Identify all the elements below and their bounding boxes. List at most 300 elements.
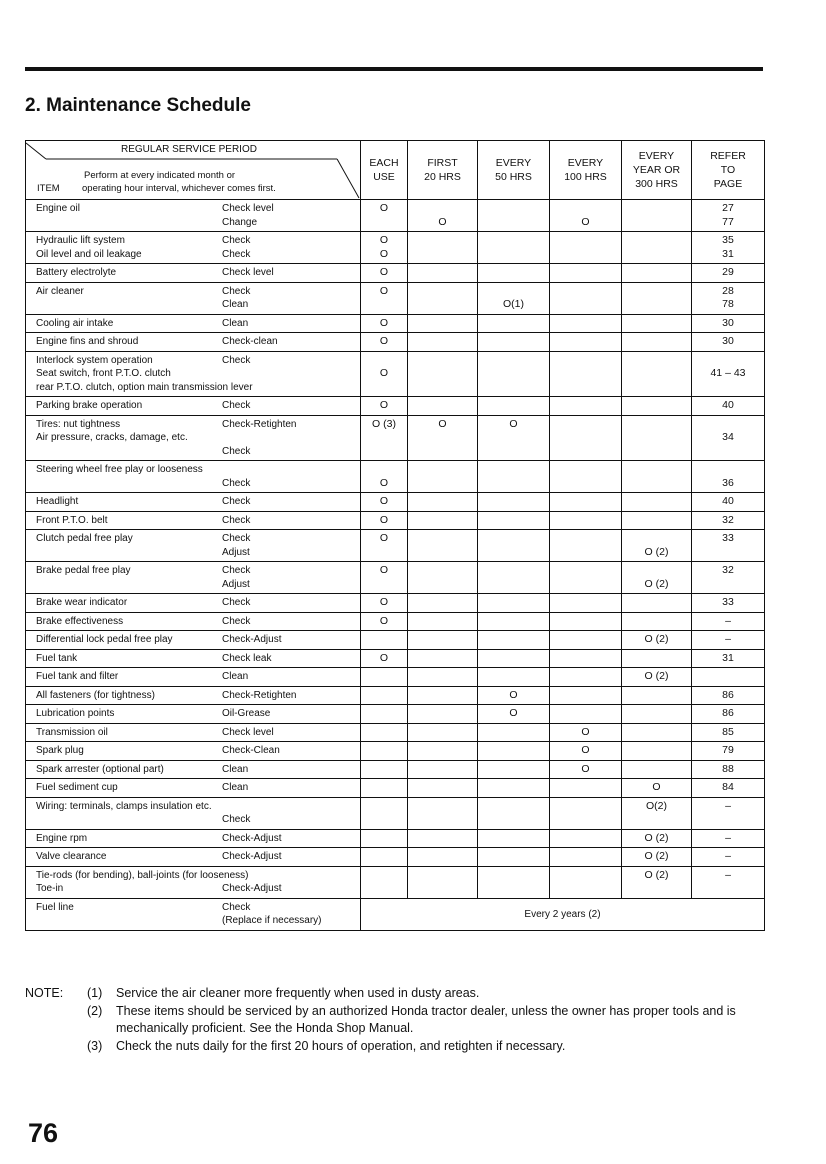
item-cell (26, 668, 361, 687)
item-name: Air pressure, cracks, damage, etc. (36, 432, 188, 443)
service-mark: O(1) (503, 298, 524, 310)
service-mark (622, 248, 691, 262)
service-mark (361, 781, 407, 795)
service-mark: O (438, 417, 447, 430)
mark-cell-each-use (361, 866, 408, 898)
item-action: (Replace if necessary) (222, 915, 322, 926)
refer-page: 32 (722, 513, 734, 526)
mark-cell-every-100-hrs (550, 612, 622, 631)
mark-cell-each-use (361, 612, 408, 631)
service-mark (550, 850, 621, 864)
table-row (26, 723, 765, 742)
service-mark (408, 248, 477, 262)
service-mark: O (2) (644, 670, 669, 682)
item-name: Engine fins and shroud (36, 336, 139, 347)
service-mark (550, 869, 621, 883)
mark-cell-first-20-hrs (408, 848, 478, 867)
service-mark (550, 317, 621, 331)
service-mark (408, 234, 477, 248)
mark-cell-every-year-300-hrs (622, 705, 692, 724)
service-mark: O (379, 532, 389, 544)
service-mark (478, 744, 549, 758)
service-mark (361, 869, 407, 883)
mark-cell-every-100-hrs (550, 779, 622, 798)
refer-page (692, 670, 764, 684)
service-mark (622, 615, 691, 629)
service-mark (361, 381, 407, 395)
mark-cell-every-50-hrs (478, 760, 550, 779)
perform-instruction-line2: operating hour interval, whichever comes first. (82, 183, 276, 194)
item-name: Valve clearance (36, 851, 107, 862)
service-mark: O (509, 417, 518, 430)
refer-page: 86 (722, 688, 734, 701)
refer-page-cell (692, 848, 765, 867)
refer-page: 33 (722, 596, 734, 608)
mark-cell-first-20-hrs (408, 333, 478, 352)
refer-page: 41 – 43 (710, 367, 746, 379)
refer-page: 28 (722, 284, 734, 297)
item-name: All fasteners (for tightness) (36, 689, 155, 701)
table-header-row (26, 141, 765, 200)
service-mark (478, 381, 549, 395)
service-mark (408, 882, 477, 896)
mark-cell-every-100-hrs (550, 742, 622, 761)
table-row (26, 461, 765, 493)
refer-page (692, 381, 764, 395)
service-mark (622, 381, 691, 395)
refer-page (692, 882, 764, 896)
refer-page (692, 813, 764, 827)
refer-page: – (725, 850, 731, 862)
refer-page: 27 (722, 202, 734, 214)
refer-page: 85 (722, 725, 734, 738)
page-number: 76 (28, 1118, 59, 1148)
service-mark (408, 445, 477, 459)
mark-cell-every-year-300-hrs (622, 314, 692, 333)
service-mark (408, 381, 477, 395)
mark-cell-every-year-300-hrs (622, 631, 692, 650)
mark-cell-first-20-hrs (408, 461, 478, 493)
refer-page-cell (692, 723, 765, 742)
mark-cell-every-year-300-hrs (622, 282, 692, 314)
item-cell (26, 493, 361, 512)
mark-cell-every-year-300-hrs (622, 562, 692, 594)
refer-page-cell (692, 461, 765, 493)
service-mark: O (2) (644, 850, 669, 862)
mark-cell-each-use (361, 594, 408, 613)
item-cell (26, 742, 361, 761)
mark-cell-every-year-300-hrs (622, 511, 692, 530)
item-name: Engine oil (36, 203, 80, 214)
service-mark (408, 850, 477, 864)
service-mark (478, 670, 549, 684)
mark-cell-every-year-300-hrs (622, 397, 692, 416)
service-mark (550, 477, 621, 491)
mark-cell-first-20-hrs (408, 612, 478, 631)
service-mark (622, 298, 691, 312)
service-mark: O (379, 284, 389, 297)
mark-cell-every-100-hrs (550, 530, 622, 562)
item-cell (26, 612, 361, 631)
service-mark (408, 596, 477, 610)
table-row (26, 351, 765, 397)
service-mark (478, 317, 549, 331)
service-mark: O (2) (644, 577, 669, 590)
mark-cell-first-20-hrs (408, 723, 478, 742)
service-mark (478, 202, 549, 216)
service-mark (478, 266, 549, 280)
item-action: Check leak (222, 652, 272, 664)
service-mark (550, 670, 621, 684)
table-row (26, 493, 765, 512)
refer-page: – (725, 614, 731, 627)
mark-cell-each-use (361, 282, 408, 314)
service-mark (361, 463, 407, 477)
mark-cell-every-100-hrs (550, 314, 622, 333)
service-mark (361, 633, 407, 647)
table-row (26, 415, 765, 461)
service-mark (478, 399, 549, 413)
mark-cell-every-50-hrs (478, 631, 550, 650)
mark-cell-every-year-300-hrs (622, 686, 692, 705)
service-mark: O (2) (644, 831, 669, 844)
item-cell (26, 282, 361, 314)
service-mark (550, 546, 621, 560)
mark-cell-first-20-hrs (408, 232, 478, 264)
item-name: Hydraulic lift system (36, 235, 125, 246)
refer-page: 79 (722, 744, 734, 756)
service-mark (622, 689, 691, 703)
item-cell (26, 829, 361, 848)
service-mark (408, 285, 477, 299)
refer-page: 32 (722, 564, 734, 576)
item-name: Tie-rods (for bending), ball-joints (for looseness) (36, 869, 249, 881)
service-mark (478, 652, 549, 666)
mark-cell-every-50-hrs (478, 686, 550, 705)
service-mark: O (379, 614, 389, 627)
service-mark (408, 463, 477, 477)
item-cell (26, 779, 361, 798)
service-mark (478, 285, 549, 299)
column-header-each-use: EACH USE (361, 141, 408, 200)
service-mark (622, 354, 691, 368)
mark-cell-each-use (361, 200, 408, 232)
service-mark (622, 477, 691, 491)
service-mark (408, 367, 477, 381)
mark-cell-every-year-300-hrs (622, 866, 692, 898)
service-mark (622, 726, 691, 740)
refer-page: 78 (722, 298, 734, 310)
mark-cell-each-use (361, 723, 408, 742)
service-mark (408, 477, 477, 491)
service-mark (478, 850, 549, 864)
item-action (222, 367, 225, 381)
note-text: These items should be serviced by an authorized Honda tractor dealer, unless the owner has proper tools and is mechanically proficient. See the Honda Shop Manual. (116, 1003, 736, 1035)
service-mark (478, 781, 549, 795)
table-row (26, 779, 765, 798)
item-action (222, 869, 225, 883)
item-action: Check (222, 477, 251, 489)
table-row (26, 866, 765, 898)
refer-page-cell (692, 351, 765, 397)
service-mark (622, 216, 691, 230)
item-name: Spark plug (36, 745, 84, 756)
mark-cell-each-use (361, 668, 408, 687)
refer-page: 35 (722, 234, 734, 246)
service-mark (361, 354, 407, 368)
refer-page: 40 (722, 495, 734, 507)
mark-cell-first-20-hrs (408, 397, 478, 416)
mark-cell-each-use (361, 779, 408, 798)
item-name: Headlight (36, 496, 79, 507)
table-row (26, 511, 765, 530)
mark-cell-every-year-300-hrs (622, 848, 692, 867)
refer-page-cell (692, 282, 765, 314)
table-row (26, 848, 765, 867)
item-name: Spark arrester (optional part) (36, 763, 164, 775)
item-action: Check (222, 814, 251, 825)
table-row (26, 333, 765, 352)
mark-cell-every-year-300-hrs (622, 461, 692, 493)
note-text: Check the nuts daily for the first 20 hours of operation, and retighten if necessary. (116, 1038, 566, 1053)
service-mark (478, 477, 549, 491)
table-row (26, 530, 765, 562)
mark-cell-every-50-hrs (478, 232, 550, 264)
refer-page-cell (692, 264, 765, 283)
item-action: Adjust (222, 546, 250, 558)
item-cell (26, 797, 361, 829)
mark-cell-first-20-hrs (408, 742, 478, 761)
mark-cell-every-100-hrs (550, 866, 622, 898)
refer-page-cell (692, 829, 765, 848)
service-mark (550, 298, 621, 312)
mark-cell-each-use (361, 264, 408, 283)
item-name: Cooling air intake (36, 317, 114, 329)
service-mark (622, 813, 691, 827)
table-row (26, 631, 765, 650)
service-mark (408, 633, 477, 647)
item-action: Check-Clean (222, 745, 280, 756)
item-cell (26, 511, 361, 530)
mark-cell-first-20-hrs (408, 760, 478, 779)
mark-cell-first-20-hrs (408, 686, 478, 705)
refer-page-cell (692, 530, 765, 562)
item-action: Check (222, 285, 251, 297)
service-mark (478, 354, 549, 368)
item-name: Tires: nut tightness (36, 418, 121, 430)
note-text: Service the air cleaner more frequently when used in dusty areas. (116, 986, 480, 1000)
mark-cell-each-use (361, 511, 408, 530)
mark-cell-every-50-hrs (478, 264, 550, 283)
service-mark (408, 298, 477, 312)
note-label: NOTE: (25, 986, 64, 1000)
mark-cell-every-50-hrs (478, 351, 550, 397)
mark-cell-first-20-hrs (408, 200, 478, 232)
refer-page (692, 578, 764, 592)
mark-cell-first-20-hrs (408, 866, 478, 898)
service-mark (478, 335, 549, 349)
item-name: Oil level and oil leakage (36, 248, 142, 260)
service-mark: O (379, 596, 389, 608)
table-row (26, 594, 765, 613)
mark-cell-each-use (361, 705, 408, 724)
refer-page: – (725, 868, 731, 881)
item-name: Fuel tank and filter (36, 671, 119, 682)
service-mark (622, 514, 691, 528)
regular-service-period-label: REGULAR SERVICE PERIOD (121, 144, 257, 155)
mark-cell-every-year-300-hrs (622, 351, 692, 397)
mark-cell-each-use (361, 415, 408, 461)
mark-cell-every-year-300-hrs (622, 649, 692, 668)
service-mark (550, 354, 621, 368)
refer-page: 29 (722, 266, 734, 278)
mark-cell-every-100-hrs (550, 264, 622, 283)
service-mark (478, 216, 549, 230)
item-cell (26, 200, 361, 232)
item-action: Check (222, 565, 251, 576)
item-action (222, 463, 225, 477)
service-mark (478, 564, 549, 578)
service-mark (408, 335, 477, 349)
service-mark (550, 445, 621, 459)
service-mark (361, 707, 407, 721)
item-cell (26, 264, 361, 283)
mark-cell-every-50-hrs (478, 562, 550, 594)
service-mark: O (379, 399, 389, 411)
mark-cell-every-year-300-hrs (622, 612, 692, 631)
service-mark (361, 578, 407, 592)
mark-cell-first-20-hrs (408, 351, 478, 397)
item-cell (26, 530, 361, 562)
refer-page-cell (692, 779, 765, 798)
service-mark (478, 234, 549, 248)
refer-page-cell (692, 562, 765, 594)
refer-page (692, 546, 764, 560)
service-mark (478, 813, 549, 827)
refer-page: 30 (722, 335, 734, 347)
service-mark (622, 882, 691, 896)
service-mark (622, 652, 691, 666)
header-item-cell (26, 141, 361, 200)
service-mark: O (438, 215, 447, 228)
mark-cell-every-year-300-hrs (622, 530, 692, 562)
service-mark (622, 431, 691, 445)
mark-cell-every-50-hrs (478, 511, 550, 530)
item-action: Change (222, 216, 258, 228)
item-name (36, 546, 222, 560)
refer-page: – (725, 633, 731, 645)
mark-cell-every-50-hrs (478, 493, 550, 512)
item-name: Lubrication points (36, 708, 115, 719)
mark-cell-first-20-hrs (408, 631, 478, 650)
table-row (26, 705, 765, 724)
item-label: ITEM (37, 183, 60, 194)
service-mark (408, 317, 477, 331)
mark-cell-each-use (361, 461, 408, 493)
item-name: rear P.T.O. clutch, option main transmission lever (36, 381, 253, 393)
item-cell (26, 594, 361, 613)
refer-page-cell (692, 742, 765, 761)
service-mark (622, 266, 691, 280)
service-mark: O (379, 234, 389, 246)
item-name: Front P.T.O. belt (36, 514, 108, 526)
service-mark (408, 266, 477, 280)
service-mark: O (379, 202, 389, 214)
service-mark (361, 882, 407, 896)
mark-cell-every-year-300-hrs (622, 493, 692, 512)
item-action: Check-Adjust (222, 851, 282, 862)
mark-cell-first-20-hrs (408, 530, 478, 562)
service-mark: O (379, 266, 389, 278)
refer-page: – (725, 831, 731, 844)
service-mark (478, 882, 549, 896)
item-action: Clean (222, 671, 249, 682)
item-action: Check level (222, 203, 274, 214)
mark-cell-each-use (361, 797, 408, 829)
table-row (26, 797, 765, 829)
item-name (36, 216, 222, 230)
service-mark: O (2) (644, 545, 669, 558)
item-name: Steering wheel free play or looseness (36, 464, 203, 475)
service-mark (408, 532, 477, 546)
service-mark (478, 763, 549, 777)
mark-cell-each-use (361, 686, 408, 705)
service-mark (408, 615, 477, 629)
item-cell (26, 562, 361, 594)
service-mark (622, 744, 691, 758)
service-mark (550, 202, 621, 216)
mark-cell-each-use (361, 351, 408, 397)
service-mark (478, 367, 549, 381)
service-mark: O (379, 247, 389, 260)
table-row (26, 562, 765, 594)
mark-cell-every-year-300-hrs (622, 264, 692, 283)
service-mark (408, 800, 477, 814)
service-mark (408, 707, 477, 721)
column-header-every-year-300-hrs: EVERY YEAR OR 300 HRS (622, 141, 692, 200)
mark-cell-every-100-hrs (550, 282, 622, 314)
service-mark (550, 514, 621, 528)
item-cell (26, 314, 361, 333)
mark-cell-first-20-hrs (408, 649, 478, 668)
service-mark: O (379, 316, 389, 329)
service-mark (478, 726, 549, 740)
service-mark (622, 317, 691, 331)
service-mark (478, 463, 549, 477)
mark-cell-first-20-hrs (408, 493, 478, 512)
mark-cell-every-100-hrs (550, 333, 622, 352)
service-mark (622, 707, 691, 721)
service-mark (361, 546, 407, 560)
service-mark (408, 763, 477, 777)
table-row (26, 314, 765, 333)
service-mark (361, 813, 407, 827)
item-action: Check (222, 248, 251, 260)
service-mark: O (581, 725, 590, 738)
mark-cell-first-20-hrs (408, 594, 478, 613)
service-mark (550, 285, 621, 299)
item-name: Air cleaner (36, 285, 84, 297)
service-mark (408, 495, 477, 509)
service-mark: O (379, 651, 389, 664)
item-cell (26, 705, 361, 724)
mark-cell-every-50-hrs (478, 705, 550, 724)
item-name: Clutch pedal free play (36, 533, 133, 544)
mark-cell-each-use (361, 232, 408, 264)
refer-page (692, 445, 764, 459)
item-action: Check (222, 496, 251, 507)
service-mark (361, 726, 407, 740)
